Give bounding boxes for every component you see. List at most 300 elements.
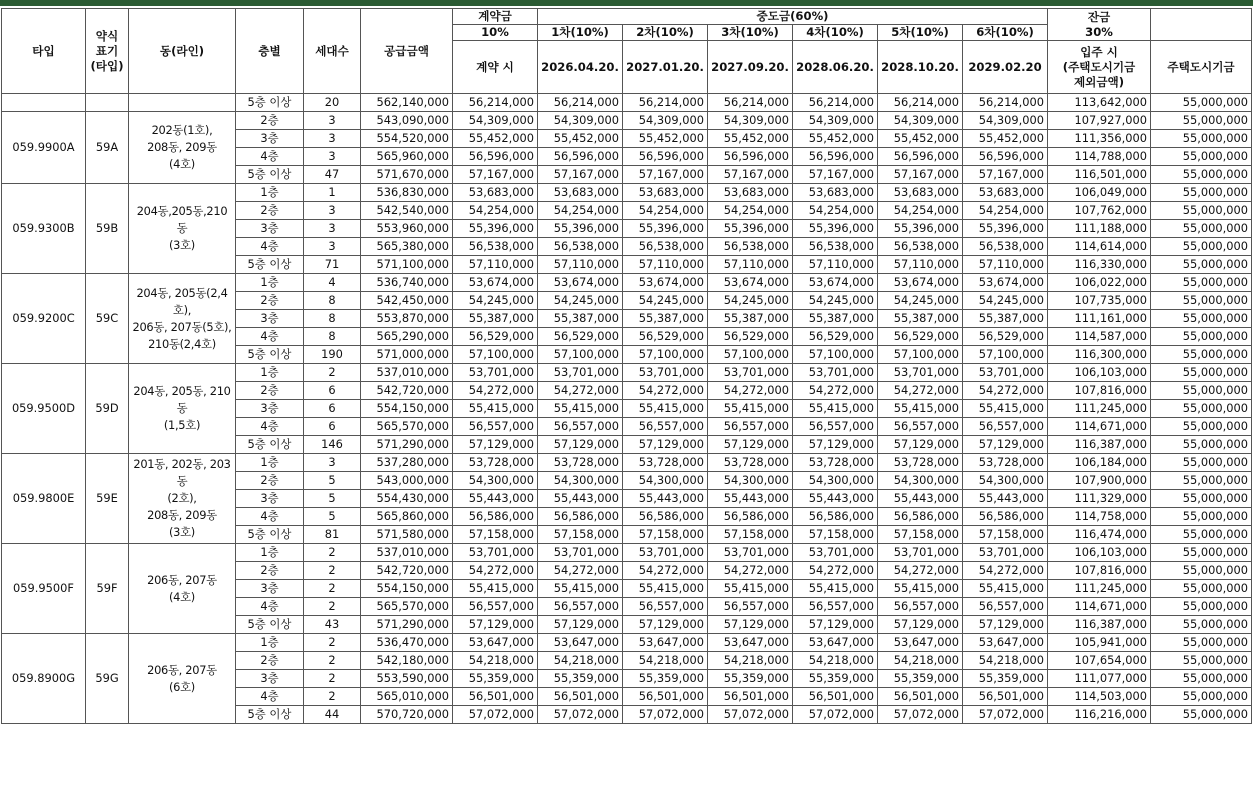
- installment-cell: 55,452,000: [963, 130, 1048, 148]
- installment-cell: 53,683,000: [793, 184, 878, 202]
- installment-cell: 55,396,000: [538, 220, 623, 238]
- installment-cell: 55,359,000: [878, 670, 963, 688]
- deposit-cell: 54,218,000: [453, 652, 538, 670]
- header-installment-date: 2029.02.20: [963, 41, 1048, 94]
- floor-cell: 3층: [236, 310, 304, 328]
- fund-cell: 55,000,000: [1151, 670, 1252, 688]
- installment-cell: 57,110,000: [793, 256, 878, 274]
- installment-cell: 53,701,000: [623, 364, 708, 382]
- floor-cell: 2층: [236, 292, 304, 310]
- installment-cell: 54,272,000: [963, 562, 1048, 580]
- installment-cell: 54,245,000: [708, 292, 793, 310]
- installment-cell: 57,110,000: [963, 256, 1048, 274]
- installment-cell: 53,674,000: [963, 274, 1048, 292]
- installment-cell: 56,586,000: [963, 508, 1048, 526]
- deposit-cell: 57,129,000: [453, 616, 538, 634]
- installment-cell: 53,701,000: [793, 364, 878, 382]
- installment-cell: 54,300,000: [538, 472, 623, 490]
- balance-cell: 107,900,000: [1048, 472, 1151, 490]
- installment-cell: 56,529,000: [793, 328, 878, 346]
- deposit-cell: 55,415,000: [453, 400, 538, 418]
- installment-cell: 54,218,000: [538, 652, 623, 670]
- units-cell: 47: [304, 166, 361, 184]
- floor-cell: 4층: [236, 148, 304, 166]
- installment-cell: 53,701,000: [623, 544, 708, 562]
- fund-cell: 55,000,000: [1151, 490, 1252, 508]
- supply-cell: 553,590,000: [361, 670, 453, 688]
- fund-cell: 55,000,000: [1151, 346, 1252, 364]
- installment-cell: 57,072,000: [623, 706, 708, 724]
- floor-cell: 5층 이상: [236, 526, 304, 544]
- installment-cell: 55,443,000: [708, 490, 793, 508]
- floor-cell: 4층: [236, 418, 304, 436]
- installment-cell: 54,218,000: [623, 652, 708, 670]
- units-cell: 81: [304, 526, 361, 544]
- installment-cell: 55,359,000: [708, 670, 793, 688]
- installment-cell: 57,158,000: [878, 526, 963, 544]
- balance-cell: 111,356,000: [1048, 130, 1151, 148]
- units-cell: 2: [304, 688, 361, 706]
- units-cell: 2: [304, 544, 361, 562]
- balance-cell: 114,671,000: [1048, 418, 1151, 436]
- balance-cell: 114,671,000: [1048, 598, 1151, 616]
- floor-cell: 2층: [236, 382, 304, 400]
- installment-cell: 53,728,000: [538, 454, 623, 472]
- units-cell: 3: [304, 220, 361, 238]
- installment-cell: 57,100,000: [708, 346, 793, 364]
- installment-cell: 57,158,000: [708, 526, 793, 544]
- installment-cell: 55,396,000: [708, 220, 793, 238]
- balance-cell: 106,103,000: [1048, 544, 1151, 562]
- fund-cell: 55,000,000: [1151, 616, 1252, 634]
- fund-cell: 55,000,000: [1151, 598, 1252, 616]
- header-fund: 주택도시기금: [1151, 41, 1252, 94]
- balance-cell: 114,614,000: [1048, 238, 1151, 256]
- installment-cell: 55,443,000: [878, 490, 963, 508]
- header-balance-when: [1048, 41, 1151, 94]
- supply-cell: 542,450,000: [361, 292, 453, 310]
- units-cell: 2: [304, 580, 361, 598]
- installment-cell: 55,452,000: [623, 130, 708, 148]
- payment-schedule-table: [1, 8, 1252, 724]
- installment-cell: 53,674,000: [623, 274, 708, 292]
- floor-cell: 2층: [236, 472, 304, 490]
- installment-cell: 57,129,000: [793, 616, 878, 634]
- balance-cell: 106,184,000: [1048, 454, 1151, 472]
- supply-cell: 565,010,000: [361, 688, 453, 706]
- installment-cell: 56,538,000: [708, 238, 793, 256]
- installment-cell: 54,254,000: [708, 202, 793, 220]
- header-installment-date: 2028.06.20.: [793, 41, 878, 94]
- abbr-cell: 59A: [86, 112, 129, 184]
- deposit-cell: 57,158,000: [453, 526, 538, 544]
- installment-cell: 54,272,000: [793, 382, 878, 400]
- fund-cell: 55,000,000: [1151, 688, 1252, 706]
- installment-cell: 53,683,000: [623, 184, 708, 202]
- installment-cell: 55,387,000: [793, 310, 878, 328]
- supply-cell: 537,010,000: [361, 544, 453, 562]
- header-deposit-group: 계약금: [453, 9, 538, 25]
- installment-cell: 54,300,000: [793, 472, 878, 490]
- table-body: [2, 94, 1252, 724]
- installment-cell: 54,300,000: [708, 472, 793, 490]
- installment-cell: 56,557,000: [623, 598, 708, 616]
- installment-cell: 57,158,000: [963, 526, 1048, 544]
- floor-cell: 2층: [236, 652, 304, 670]
- deposit-cell: 56,557,000: [453, 598, 538, 616]
- supply-cell: 571,670,000: [361, 166, 453, 184]
- balance-cell: 111,245,000: [1048, 400, 1151, 418]
- installment-cell: 54,272,000: [878, 562, 963, 580]
- table-row: [2, 112, 1252, 130]
- fund-cell: 55,000,000: [1151, 94, 1252, 112]
- balance-cell: 107,927,000: [1048, 112, 1151, 130]
- installment-cell: 54,218,000: [963, 652, 1048, 670]
- units-cell: 146: [304, 436, 361, 454]
- fund-cell: 55,000,000: [1151, 508, 1252, 526]
- installment-cell: 56,214,000: [623, 94, 708, 112]
- balance-cell: 107,816,000: [1048, 562, 1151, 580]
- installment-cell: 55,443,000: [963, 490, 1048, 508]
- installment-cell: 54,245,000: [623, 292, 708, 310]
- header-installment-label: 5차(10%): [878, 25, 963, 41]
- installment-cell: 57,129,000: [878, 616, 963, 634]
- deposit-cell: 57,100,000: [453, 346, 538, 364]
- dong-cell: 204동,205동,210동 (3호): [129, 184, 236, 274]
- installment-cell: 56,586,000: [708, 508, 793, 526]
- installment-cell: 57,129,000: [623, 616, 708, 634]
- installment-cell: 55,415,000: [878, 400, 963, 418]
- abbr-cell: 59B: [86, 184, 129, 274]
- type-cell: 059.9800E: [2, 454, 86, 544]
- installment-cell: 57,110,000: [623, 256, 708, 274]
- installment-cell: 53,647,000: [708, 634, 793, 652]
- installment-cell: 56,529,000: [878, 328, 963, 346]
- fund-cell: 55,000,000: [1151, 202, 1252, 220]
- fund-cell: 55,000,000: [1151, 364, 1252, 382]
- floor-cell: 3층: [236, 580, 304, 598]
- header-installment-label: 3차(10%): [708, 25, 793, 41]
- installment-cell: 56,557,000: [538, 418, 623, 436]
- abbr-cell: [86, 94, 129, 112]
- header-balance-group: [1048, 9, 1151, 41]
- installment-cell: 56,557,000: [963, 418, 1048, 436]
- installment-cell: 53,647,000: [538, 634, 623, 652]
- header-dong: 동(라인): [129, 9, 236, 94]
- installment-cell: 53,701,000: [878, 364, 963, 382]
- dong-cell: 204동, 205동(2,4호), 206동, 207동(5호), 210동(2,4호): [129, 274, 236, 364]
- installment-cell: 53,728,000: [878, 454, 963, 472]
- floor-cell: 1층: [236, 634, 304, 652]
- supply-cell: 536,830,000: [361, 184, 453, 202]
- balance-cell: 116,501,000: [1048, 166, 1151, 184]
- header-installment-date: 2027.01.20.: [623, 41, 708, 94]
- units-cell: 5: [304, 490, 361, 508]
- deposit-cell: 56,214,000: [453, 94, 538, 112]
- installment-cell: 57,129,000: [963, 436, 1048, 454]
- installment-cell: 57,129,000: [538, 616, 623, 634]
- deposit-cell: 57,167,000: [453, 166, 538, 184]
- deposit-cell: 53,674,000: [453, 274, 538, 292]
- header-installment-label: 2차(10%): [623, 25, 708, 41]
- installment-cell: 55,387,000: [708, 310, 793, 328]
- installment-cell: 56,586,000: [538, 508, 623, 526]
- floor-cell: 2층: [236, 202, 304, 220]
- floor-cell: 3층: [236, 490, 304, 508]
- balance-cell: 116,387,000: [1048, 616, 1151, 634]
- deposit-cell: 53,701,000: [453, 544, 538, 562]
- header-installment-label: 4차(10%): [793, 25, 878, 41]
- fund-cell: 55,000,000: [1151, 328, 1252, 346]
- installment-cell: 57,072,000: [708, 706, 793, 724]
- installment-cell: 53,728,000: [963, 454, 1048, 472]
- table-row: [2, 274, 1252, 292]
- installment-cell: 57,072,000: [538, 706, 623, 724]
- installment-cell: 55,415,000: [538, 580, 623, 598]
- type-cell: 059.9300B: [2, 184, 86, 274]
- installment-cell: 53,701,000: [708, 364, 793, 382]
- header-floor: 층별: [236, 9, 304, 94]
- header-abbr: [86, 9, 129, 94]
- table-row: [2, 94, 1252, 112]
- floor-cell: 4층: [236, 238, 304, 256]
- fund-cell: 55,000,000: [1151, 184, 1252, 202]
- abbr-cell: 59E: [86, 454, 129, 544]
- deposit-cell: 55,387,000: [453, 310, 538, 328]
- deposit-cell: 54,300,000: [453, 472, 538, 490]
- installment-cell: 56,214,000: [878, 94, 963, 112]
- supply-cell: 571,290,000: [361, 616, 453, 634]
- installment-cell: 54,218,000: [793, 652, 878, 670]
- balance-cell: 116,216,000: [1048, 706, 1151, 724]
- installment-cell: 55,443,000: [538, 490, 623, 508]
- fund-cell: 55,000,000: [1151, 400, 1252, 418]
- deposit-cell: 57,110,000: [453, 256, 538, 274]
- supply-cell: 537,280,000: [361, 454, 453, 472]
- installment-cell: 54,272,000: [963, 382, 1048, 400]
- installment-cell: 57,167,000: [963, 166, 1048, 184]
- installment-cell: 57,158,000: [623, 526, 708, 544]
- installment-cell: 53,647,000: [963, 634, 1048, 652]
- balance-cell: 114,758,000: [1048, 508, 1151, 526]
- deposit-cell: 54,272,000: [453, 382, 538, 400]
- deposit-cell: 54,272,000: [453, 562, 538, 580]
- balance-cell: 111,188,000: [1048, 220, 1151, 238]
- units-cell: 3: [304, 454, 361, 472]
- deposit-cell: 53,701,000: [453, 364, 538, 382]
- table-row: [2, 634, 1252, 652]
- supply-cell: 570,720,000: [361, 706, 453, 724]
- top-accent-bar: [0, 0, 1253, 6]
- fund-cell: 55,000,000: [1151, 382, 1252, 400]
- installment-cell: 55,443,000: [623, 490, 708, 508]
- units-cell: 3: [304, 202, 361, 220]
- installment-cell: 57,129,000: [623, 436, 708, 454]
- installment-cell: 56,214,000: [538, 94, 623, 112]
- floor-cell: 1층: [236, 544, 304, 562]
- supply-cell: 565,570,000: [361, 598, 453, 616]
- header-installment-date: 2026.04.20.: [538, 41, 623, 94]
- deposit-cell: 54,245,000: [453, 292, 538, 310]
- balance-cell: 107,816,000: [1048, 382, 1151, 400]
- deposit-cell: 55,359,000: [453, 670, 538, 688]
- installment-cell: 57,110,000: [708, 256, 793, 274]
- balance-cell: 106,049,000: [1048, 184, 1151, 202]
- installment-cell: 55,396,000: [878, 220, 963, 238]
- installment-cell: 54,254,000: [538, 202, 623, 220]
- fund-cell: 55,000,000: [1151, 454, 1252, 472]
- deposit-cell: 53,728,000: [453, 454, 538, 472]
- supply-cell: 571,580,000: [361, 526, 453, 544]
- installment-cell: 55,359,000: [793, 670, 878, 688]
- floor-cell: 3층: [236, 220, 304, 238]
- supply-cell: 565,380,000: [361, 238, 453, 256]
- installment-cell: 55,359,000: [623, 670, 708, 688]
- supply-cell: 565,570,000: [361, 418, 453, 436]
- deposit-cell: 55,415,000: [453, 580, 538, 598]
- installment-cell: 53,674,000: [538, 274, 623, 292]
- units-cell: 44: [304, 706, 361, 724]
- installment-cell: 56,586,000: [793, 508, 878, 526]
- balance-cell: 111,329,000: [1048, 490, 1151, 508]
- installment-cell: 56,501,000: [963, 688, 1048, 706]
- deposit-cell: 55,396,000: [453, 220, 538, 238]
- floor-cell: 5층 이상: [236, 706, 304, 724]
- installment-cell: 56,538,000: [793, 238, 878, 256]
- fund-cell: 55,000,000: [1151, 544, 1252, 562]
- units-cell: 43: [304, 616, 361, 634]
- units-cell: 8: [304, 328, 361, 346]
- installment-cell: 53,674,000: [793, 274, 878, 292]
- units-cell: 6: [304, 382, 361, 400]
- type-cell: 059.9900A: [2, 112, 86, 184]
- installment-cell: 54,254,000: [878, 202, 963, 220]
- units-cell: 2: [304, 634, 361, 652]
- installment-cell: 54,254,000: [623, 202, 708, 220]
- installment-cell: 55,415,000: [623, 400, 708, 418]
- installment-cell: 57,110,000: [878, 256, 963, 274]
- units-cell: 20: [304, 94, 361, 112]
- installment-cell: 54,272,000: [538, 562, 623, 580]
- dong-cell: 206동, 207동 (6호): [129, 634, 236, 724]
- installment-cell: 55,415,000: [963, 400, 1048, 418]
- installment-cell: 56,501,000: [708, 688, 793, 706]
- dong-cell: 201동, 202동, 203동 (2호), 208동, 209동 (3호): [129, 454, 236, 544]
- installment-cell: 57,167,000: [623, 166, 708, 184]
- balance-cell: 111,077,000: [1048, 670, 1151, 688]
- floor-cell: 5층 이상: [236, 436, 304, 454]
- dong-cell: 202동(1호), 208동, 209동 (4호): [129, 112, 236, 184]
- installment-cell: 57,072,000: [793, 706, 878, 724]
- units-cell: 8: [304, 292, 361, 310]
- dong-cell: [129, 94, 236, 112]
- header-installment-date: 2028.10.20.: [878, 41, 963, 94]
- floor-cell: 3층: [236, 130, 304, 148]
- balance-cell: 114,587,000: [1048, 328, 1151, 346]
- floor-cell: 1층: [236, 454, 304, 472]
- installment-cell: 55,415,000: [708, 580, 793, 598]
- installment-cell: 55,452,000: [793, 130, 878, 148]
- fund-cell: 55,000,000: [1151, 580, 1252, 598]
- fund-cell: 55,000,000: [1151, 274, 1252, 292]
- dong-cell: 206동, 207동 (4호): [129, 544, 236, 634]
- installment-cell: 53,701,000: [538, 544, 623, 562]
- installment-cell: 55,443,000: [793, 490, 878, 508]
- balance-cell: 106,022,000: [1048, 274, 1151, 292]
- fund-cell: 55,000,000: [1151, 526, 1252, 544]
- installment-cell: 56,596,000: [623, 148, 708, 166]
- installment-cell: 54,272,000: [623, 382, 708, 400]
- supply-cell: 554,430,000: [361, 490, 453, 508]
- installment-cell: 56,586,000: [878, 508, 963, 526]
- balance-cell: 105,941,000: [1048, 634, 1151, 652]
- header-installment-label: 1차(10%): [538, 25, 623, 41]
- installment-cell: 53,701,000: [963, 364, 1048, 382]
- floor-cell: 2층: [236, 562, 304, 580]
- installment-cell: 54,245,000: [793, 292, 878, 310]
- floor-cell: 3층: [236, 670, 304, 688]
- fund-cell: 55,000,000: [1151, 148, 1252, 166]
- supply-cell: 542,720,000: [361, 562, 453, 580]
- units-cell: 5: [304, 472, 361, 490]
- balance-cell: 116,387,000: [1048, 436, 1151, 454]
- units-cell: 2: [304, 598, 361, 616]
- deposit-cell: 57,072,000: [453, 706, 538, 724]
- supply-cell: 553,870,000: [361, 310, 453, 328]
- installment-cell: 57,167,000: [793, 166, 878, 184]
- units-cell: 2: [304, 562, 361, 580]
- installment-cell: 56,596,000: [538, 148, 623, 166]
- installment-cell: 56,501,000: [538, 688, 623, 706]
- installment-cell: 57,158,000: [538, 526, 623, 544]
- installment-cell: 56,557,000: [963, 598, 1048, 616]
- installment-cell: 53,701,000: [538, 364, 623, 382]
- installment-cell: 55,415,000: [878, 580, 963, 598]
- deposit-cell: 55,443,000: [453, 490, 538, 508]
- floor-cell: 5층 이상: [236, 166, 304, 184]
- installment-cell: 56,557,000: [878, 598, 963, 616]
- abbr-cell: 59G: [86, 634, 129, 724]
- installment-cell: 56,557,000: [793, 418, 878, 436]
- installment-cell: 56,596,000: [878, 148, 963, 166]
- fund-cell: 55,000,000: [1151, 706, 1252, 724]
- floor-cell: 4층: [236, 688, 304, 706]
- deposit-cell: 54,309,000: [453, 112, 538, 130]
- floor-cell: 1층: [236, 364, 304, 382]
- fund-cell: 55,000,000: [1151, 238, 1252, 256]
- supply-cell: 536,740,000: [361, 274, 453, 292]
- units-cell: 3: [304, 112, 361, 130]
- units-cell: 3: [304, 148, 361, 166]
- installment-cell: 57,110,000: [538, 256, 623, 274]
- installment-cell: 56,529,000: [538, 328, 623, 346]
- installment-cell: 56,214,000: [963, 94, 1048, 112]
- header-supply: 공급금액: [361, 9, 453, 94]
- installment-cell: 55,359,000: [963, 670, 1048, 688]
- balance-cell: 114,503,000: [1048, 688, 1151, 706]
- table-row: [2, 364, 1252, 382]
- units-cell: 8: [304, 310, 361, 328]
- floor-cell: 5층 이상: [236, 616, 304, 634]
- balance-cell: 107,762,000: [1048, 202, 1151, 220]
- supply-cell: 543,000,000: [361, 472, 453, 490]
- installment-cell: 56,501,000: [793, 688, 878, 706]
- installment-cell: 56,557,000: [538, 598, 623, 616]
- installment-cell: 56,501,000: [878, 688, 963, 706]
- floor-cell: 5층 이상: [236, 94, 304, 112]
- installment-cell: 54,245,000: [538, 292, 623, 310]
- balance-cell: 116,330,000: [1048, 256, 1151, 274]
